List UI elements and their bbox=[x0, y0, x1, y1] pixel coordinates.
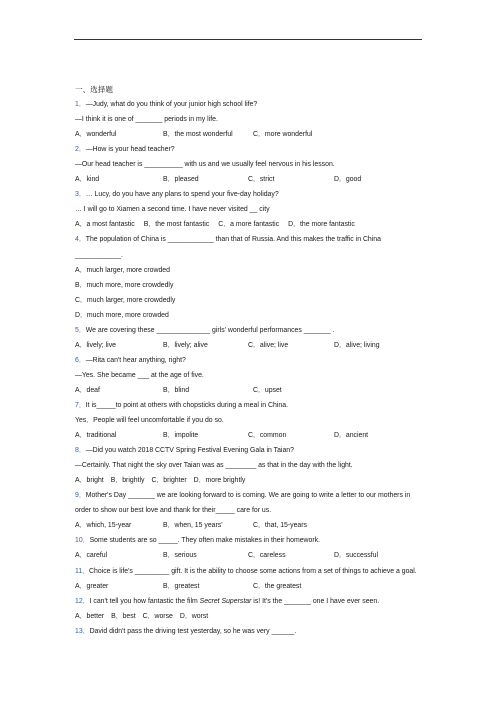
question-1: 1．—Judy, what do you think of your junior high school life? bbox=[75, 101, 258, 109]
option-c: C．careless bbox=[248, 552, 286, 560]
question-8-options bbox=[75, 473, 427, 488]
option-d: D．worst bbox=[179, 612, 209, 620]
option-c: C．brighter bbox=[151, 477, 187, 485]
question-12-options bbox=[75, 609, 427, 624]
question-2: 2．—How is your head teacher? bbox=[75, 146, 175, 154]
question-5-options bbox=[75, 338, 427, 353]
option-d: D．much more, more crowded bbox=[75, 311, 169, 319]
option-c: C．alive; live bbox=[248, 341, 289, 349]
question-6-options bbox=[75, 383, 427, 398]
question-9: 9．Mother's Day _______ we are looking forward to is coming. We are going to write a letter to our mothers in order to show our best love and thank for their_____ care for us. bbox=[75, 492, 411, 515]
option-c: C．much larger, more crowdedly bbox=[75, 296, 176, 304]
option-b: B．blind bbox=[163, 386, 190, 394]
question-3: 3．… Lucy, do you have any plans to spend your five-day holiday? bbox=[75, 191, 279, 199]
option-a: A．deaf bbox=[75, 386, 100, 394]
question-9-options bbox=[75, 518, 427, 533]
option-b: B．pleased bbox=[163, 176, 199, 184]
option-d: D．the more fantastic bbox=[288, 221, 355, 229]
option-a: A．lively; live bbox=[75, 341, 116, 349]
question-10: 10．Some students are so _____. They often make mistakes in their homework. bbox=[75, 537, 321, 545]
option-b: B．much more, more crowdedly bbox=[75, 281, 174, 289]
option-c: C．upset bbox=[253, 386, 282, 394]
option-b: B．when, 15 years' bbox=[163, 522, 223, 530]
option-a: A．careful bbox=[75, 552, 108, 560]
header-rule bbox=[74, 39, 422, 40]
question-10-options bbox=[75, 548, 427, 563]
question-1-options bbox=[75, 127, 427, 142]
question-8: 8．—Did you watch 2018 CCTV Spring Festival Evening Gala in Taian? bbox=[75, 447, 294, 455]
question-11-options bbox=[75, 579, 427, 594]
question-7-options bbox=[75, 428, 427, 443]
option-c: C．a more fantastic bbox=[218, 221, 280, 229]
option-b: B．the most wonderful bbox=[163, 131, 233, 139]
option-c: C．common bbox=[248, 432, 287, 440]
question-3-options bbox=[75, 217, 427, 232]
option-d: D．ancient bbox=[334, 432, 369, 440]
option-c: C．that, 15-years bbox=[253, 522, 307, 530]
option-b: B．lively; alive bbox=[163, 341, 208, 349]
option-c: C．more wonderful bbox=[253, 131, 313, 139]
option-b: B．best bbox=[111, 612, 136, 620]
option-a: A．much larger, more crowded bbox=[75, 266, 170, 274]
question-7-line: Yes．People will feel uncomfortable if you do so. bbox=[75, 417, 224, 425]
film-title: Secret Superstar bbox=[199, 597, 252, 605]
option-a: A．traditional bbox=[75, 432, 117, 440]
question-7: 7．It is_____to point at others with chopsticks during a meal in China. bbox=[75, 401, 288, 409]
option-a: A．kind bbox=[75, 176, 100, 184]
option-a: A．which, 15-year bbox=[75, 522, 132, 530]
option-b: B．brightly bbox=[110, 477, 145, 485]
option-a: A．better bbox=[75, 612, 105, 620]
option-b: B．impolite bbox=[163, 432, 199, 440]
option-d: D．alive; living bbox=[334, 341, 380, 349]
question-2-options bbox=[75, 172, 427, 187]
option-a: A．wonderful bbox=[75, 131, 117, 139]
question-12: 12．I can't tell you how fantastic the film Secret Superstar is! It's the _______ one I have ever seen. bbox=[75, 597, 380, 605]
option-d: D．successful bbox=[334, 552, 379, 560]
question-4: 4．The population of China is ____________ than that of Russia. And this makes the traffic in China ____________. bbox=[75, 236, 381, 259]
question-13: 13．David didn't pass the driving test yesterday, so he was very ______. bbox=[75, 627, 297, 635]
question-8-line: —Certainly. That night the sky over Taian was as ________ as that in the day with the light. bbox=[75, 462, 353, 470]
question-5: 5．We are covering these ______________ girls' wonderful performances _______ . bbox=[75, 326, 335, 334]
question-1-line: —I think it is one of _______ periods in my life. bbox=[75, 116, 218, 124]
option-d: D．more brightly bbox=[193, 477, 246, 485]
question-content bbox=[75, 82, 427, 639]
section-title: 一、选择题 bbox=[75, 85, 113, 94]
option-a: A．bright bbox=[75, 477, 104, 485]
option-a: A．greater bbox=[75, 582, 109, 590]
question-11: 11．Choice is life's _________ gift. It is the ability to choose some actions from a set of things to achieve a goal. bbox=[75, 567, 417, 575]
option-b: B．greatest bbox=[163, 582, 200, 590]
question-2-line: —Our head teacher is __________ with us and we usually feel nervous in his lesson. bbox=[75, 161, 335, 169]
option-c: C．strict bbox=[248, 176, 275, 184]
option-d: D．good bbox=[334, 176, 362, 184]
option-a: A．a most fantastic bbox=[75, 221, 135, 229]
question-6-line: —Yes. She became ___ at the age of five. bbox=[75, 371, 204, 379]
option-c: C．the greatest bbox=[253, 582, 302, 590]
question-3-line: … I will go to Xiamen a second time. I have never visited __ city bbox=[75, 206, 270, 214]
question-6: 6．—Rita can't hear anything, right? bbox=[75, 356, 186, 364]
option-b: B．the most fantastic bbox=[143, 221, 210, 229]
option-c: C．worse bbox=[142, 612, 173, 620]
option-b: B．serious bbox=[163, 552, 197, 560]
